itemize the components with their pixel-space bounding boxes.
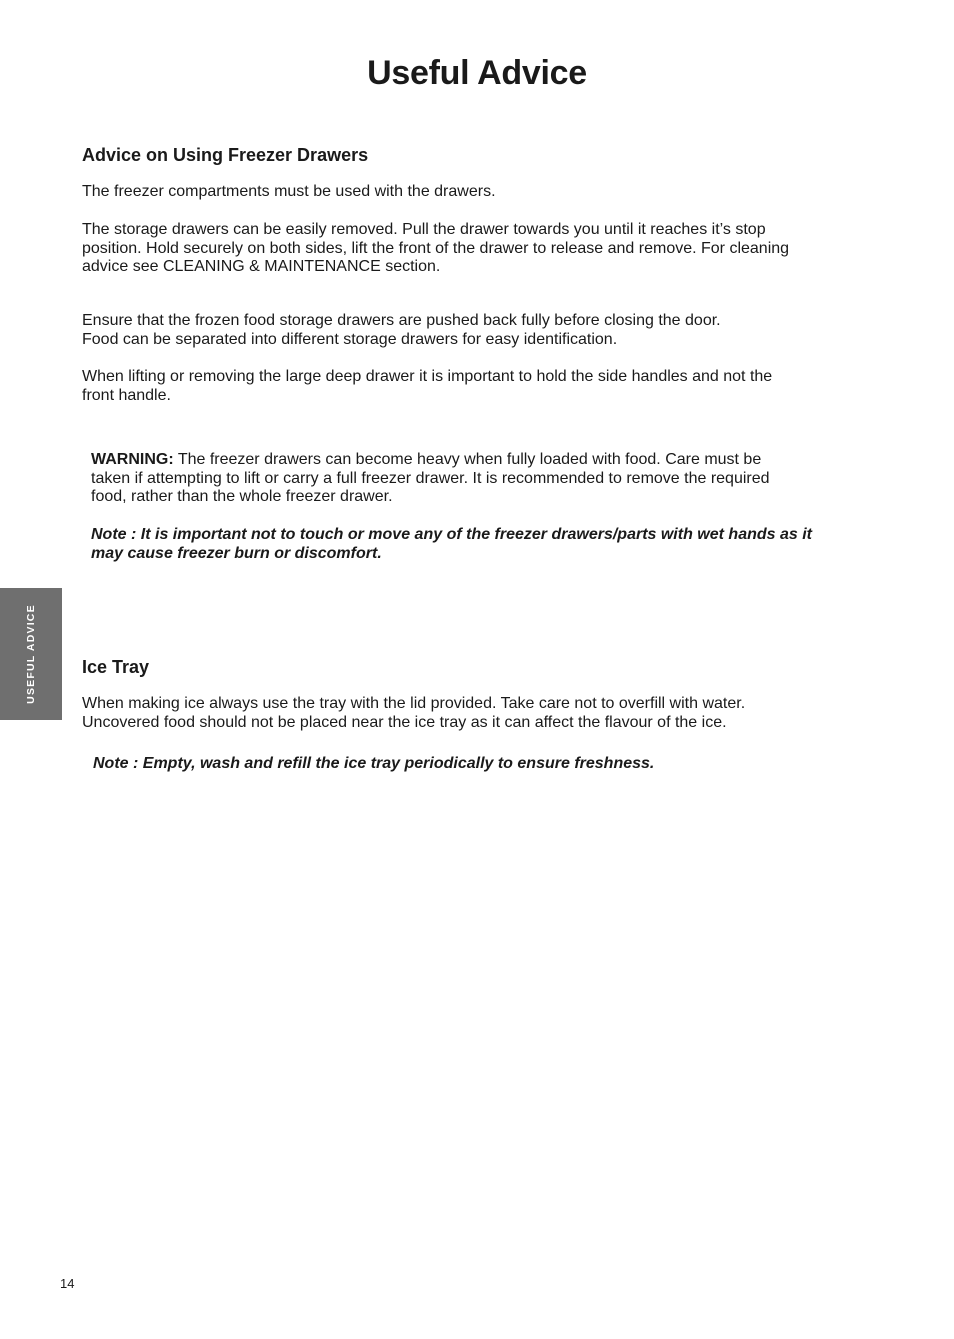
text-line: position. Hold securely on both sides, lift the front of the drawer to release and remove. For cleaning: [82, 239, 790, 257]
text-line: Ensure that the frozen food storage drawers are pushed back fully before closing the door.: [82, 312, 721, 329]
ice-tray-heading: Ice Tray: [82, 657, 150, 677]
ice-tray-paragraph: [82, 695, 882, 732]
text-line: advice see CLEANING & MAINTENANCE section.: [82, 258, 441, 275]
warning-block: [91, 451, 871, 507]
freezer-drawers-paragraph-3: [82, 312, 882, 349]
text-line: taken if attempting to lift or carry a full freezer drawer. It is recommended to remove the required: [91, 469, 770, 487]
freezer-drawers-note: [91, 526, 881, 563]
warning-label: WARNING:: [91, 451, 174, 468]
freezer-drawers-paragraph-2: [82, 221, 882, 277]
freezer-drawers-heading: Advice on Using Freezer Drawers: [82, 145, 369, 165]
text-line: The freezer drawers can become heavy when fully loaded with food. Care must be: [173, 451, 762, 468]
page-title: Useful Advice: [367, 54, 587, 92]
side-tab-label: USEFUL ADVICE: [25, 604, 37, 704]
text-line: Note : It is important not to touch or move any of the freezer drawers/parts with wet hands as it: [91, 526, 812, 543]
text-line: The freezer compartments must be used with the drawers.: [82, 183, 496, 200]
section-side-tab: [0, 588, 62, 720]
text-line: front handle.: [82, 386, 171, 404]
text-line: food, rather than the whole freezer drawer.: [91, 488, 393, 505]
text-line: When making ice always use the tray with the lid provided. Take care not to overfill with water.: [82, 695, 746, 712]
page-number: 14: [60, 1276, 75, 1291]
ice-tray-note: Note : Empty, wash and refill the ice tray periodically to ensure freshness.: [93, 755, 655, 772]
text-line: When lifting or removing the large deep drawer it is important to hold the side handles and not the: [82, 368, 773, 385]
text-line: The storage drawers can be easily removed. Pull the drawer towards you until it reaches it’s stop: [82, 221, 766, 238]
freezer-drawers-paragraph-4: [82, 368, 882, 405]
text-line: may cause freezer burn or discomfort.: [91, 544, 382, 562]
text-line: Uncovered food should not be placed near the ice tray as it can affect the flavour of the ice.: [82, 713, 727, 731]
text-line: Food can be separated into different storage drawers for easy identification.: [82, 330, 618, 348]
freezer-drawers-paragraph-1: [82, 183, 882, 202]
